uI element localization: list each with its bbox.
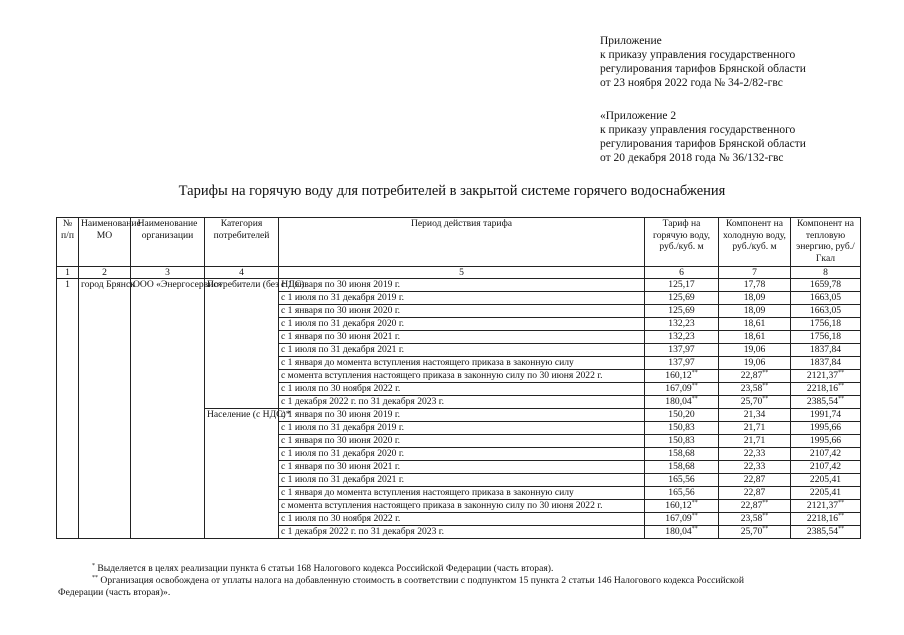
tariff-value-cell xyxy=(645,292,719,305)
heat-value: 1991,74 xyxy=(809,409,842,420)
heat-value-cell xyxy=(791,487,861,500)
cold-value: 25,70 xyxy=(740,396,763,407)
cold-value-cell xyxy=(719,500,791,513)
heat-value: 1837,84 xyxy=(809,357,842,368)
heat-value: 1659,78 xyxy=(809,279,842,290)
column-number: 6 xyxy=(645,267,719,279)
column-header: Наименование организации xyxy=(131,218,205,267)
heat-value: 2107,42 xyxy=(809,461,842,472)
heat-value: 1663,05 xyxy=(809,292,842,303)
cold-value: 23,58 xyxy=(740,383,763,394)
cold-value-cell xyxy=(719,331,791,344)
table-header-row xyxy=(57,218,861,267)
heat-value-cell xyxy=(791,344,861,357)
heat-value-cell xyxy=(791,474,861,487)
cold-value: 22,87 xyxy=(740,500,763,511)
heat-value: 2385,54 xyxy=(806,526,839,537)
footnote-mark: ** xyxy=(691,526,698,532)
heat-value-cell xyxy=(791,396,861,409)
tariff-value-cell xyxy=(645,279,719,292)
heat-value-cell xyxy=(791,318,861,331)
cold-value: 21,71 xyxy=(743,435,766,446)
tariff-value-cell xyxy=(645,474,719,487)
tariff-value: 158,68 xyxy=(668,448,695,459)
period-cell: с 1 июля по 30 ноября 2022 г. xyxy=(279,383,645,396)
cold-value: 19,06 xyxy=(743,357,766,368)
column-number: 1 xyxy=(57,267,79,279)
heat-value: 1837,84 xyxy=(809,344,842,355)
cold-value: 22,87 xyxy=(743,474,766,485)
period-cell: с 1 июля по 31 декабря 2021 г. xyxy=(279,344,645,357)
heat-value-cell xyxy=(791,305,861,318)
tariff-value: 160,12 xyxy=(665,500,692,511)
footnote-mark: ** xyxy=(762,513,769,519)
tariff-value: 180,04 xyxy=(665,396,692,407)
heat-value-cell xyxy=(791,357,861,370)
header-block-order xyxy=(600,34,806,90)
cold-value-cell xyxy=(719,422,791,435)
column-header: Компонент на холодную воду, руб./куб. м xyxy=(719,218,791,267)
cold-value: 22,33 xyxy=(743,461,766,472)
heat-value-cell xyxy=(791,331,861,344)
cold-value: 21,34 xyxy=(743,409,766,420)
heat-value: 2121,37 xyxy=(806,500,839,511)
cold-value: 18,09 xyxy=(743,305,766,316)
heat-value: 2218,16 xyxy=(806,513,839,524)
cold-value: 22,87 xyxy=(743,487,766,498)
period-cell: с момента вступления настоящего приказа в законную силу по 30 июня 2022 г. xyxy=(279,370,645,383)
tariff-value-cell xyxy=(645,305,719,318)
header-line: регулирования тарифов Брянской области xyxy=(600,63,806,75)
footnote-mark: ** xyxy=(691,500,698,506)
heat-value-cell xyxy=(791,409,861,422)
row-number-cell: 1 xyxy=(57,279,79,539)
column-header: Наименование МО xyxy=(79,218,131,267)
heat-value-cell xyxy=(791,292,861,305)
cold-value: 17,78 xyxy=(743,279,766,290)
heat-value-cell xyxy=(791,500,861,513)
footnote-mark: ** xyxy=(691,383,698,389)
footnote-mark: ** xyxy=(691,396,698,402)
heat-value-cell xyxy=(791,448,861,461)
heat-value: 2385,54 xyxy=(806,396,839,407)
cold-value: 22,33 xyxy=(743,448,766,459)
heat-value: 2205,41 xyxy=(809,474,842,485)
tariff-value: 137,97 xyxy=(668,357,695,368)
column-number: 3 xyxy=(131,267,205,279)
period-cell: с 1 января до момента вступления настоящего приказа в законную силу xyxy=(279,487,645,500)
consumer-category-cell: Население (с НДС)* xyxy=(205,409,279,539)
footnote-vat-exemption: ** Организация освобождена от уплаты налога на добавленную стоимость в соответствии с подпунктом 15 пункта 2 статьи 146 Налогового кодекса Российской xyxy=(92,575,744,586)
footnote-mark: ** xyxy=(838,500,845,506)
footnote-mark: ** xyxy=(691,370,698,376)
header-line: регулирования тарифов Брянской области xyxy=(600,138,806,150)
tariff-value: 132,23 xyxy=(668,331,695,342)
column-number: 7 xyxy=(719,267,791,279)
cold-value: 18,61 xyxy=(743,318,766,329)
heat-value: 1995,66 xyxy=(809,435,842,446)
column-header: Категория потребителей xyxy=(205,218,279,267)
cold-value: 23,58 xyxy=(740,513,763,524)
heat-value: 2205,41 xyxy=(809,487,842,498)
period-cell: с 1 июля по 30 ноября 2022 г. xyxy=(279,513,645,526)
tariff-value-cell xyxy=(645,370,719,383)
heat-value-cell xyxy=(791,422,861,435)
heat-value-cell xyxy=(791,513,861,526)
organization-cell: ООО «Энергосервис» xyxy=(131,279,205,539)
cold-value-cell xyxy=(719,305,791,318)
tariff-value-cell xyxy=(645,500,719,513)
period-cell: с 1 января по 30 июня 2019 г. xyxy=(279,279,645,292)
cold-value: 19,06 xyxy=(743,344,766,355)
heat-value: 2107,42 xyxy=(809,448,842,459)
consumer-category-cell: Потребители (без НДС) xyxy=(205,279,279,409)
column-header: Тариф на горячую воду, руб./куб. м xyxy=(645,218,719,267)
period-cell: с 1 июля по 31 декабря 2020 г. xyxy=(279,318,645,331)
tariff-value-cell xyxy=(645,318,719,331)
cold-value: 21,71 xyxy=(743,422,766,433)
tariff-value: 150,83 xyxy=(668,422,695,433)
table-column-numbers-row xyxy=(57,267,861,279)
tariff-table xyxy=(56,217,861,539)
footnote-mark: ** xyxy=(92,575,98,581)
cold-value-cell xyxy=(719,513,791,526)
tariff-value-cell xyxy=(645,487,719,500)
column-header: Компонент на тепловую энергию, руб./Гкал xyxy=(791,218,861,267)
column-number: 5 xyxy=(279,267,645,279)
period-cell: с 1 июля по 31 декабря 2019 г. xyxy=(279,422,645,435)
period-cell: с 1 января по 30 июня 2021 г. xyxy=(279,461,645,474)
period-cell: с 1 января по 30 июня 2020 г. xyxy=(279,305,645,318)
cold-value: 22,87 xyxy=(740,370,763,381)
cold-value-cell xyxy=(719,409,791,422)
cold-value-cell xyxy=(719,357,791,370)
header-line: к приказу управления государственного xyxy=(600,49,796,61)
header-line: от 20 декабря 2018 года № 36/132-гвс xyxy=(600,152,784,164)
period-cell: с 1 июля по 31 декабря 2021 г. xyxy=(279,474,645,487)
heat-value-cell xyxy=(791,383,861,396)
tariff-value: 125,17 xyxy=(668,279,695,290)
tariff-value-cell xyxy=(645,344,719,357)
column-header: Период действия тарифа xyxy=(279,218,645,267)
tariff-value-cell xyxy=(645,357,719,370)
table-body xyxy=(57,279,861,539)
municipality-cell: город Брянск xyxy=(79,279,131,539)
heat-value: 1663,05 xyxy=(809,305,842,316)
heat-value: 1756,18 xyxy=(809,331,842,342)
heat-value: 2121,37 xyxy=(806,370,839,381)
tariff-value-cell xyxy=(645,383,719,396)
tariff-value: 125,69 xyxy=(668,292,695,303)
document-title: Тарифы на горячую воду для потребителей в закрытой системе горячего водоснабжения xyxy=(178,183,726,199)
header-line: от 23 ноября 2022 года № 34-2/82-гвс xyxy=(600,77,783,89)
cold-value-cell xyxy=(719,461,791,474)
period-cell: с 1 января по 30 июня 2021 г. xyxy=(279,331,645,344)
tariff-value-cell xyxy=(645,513,719,526)
tariff-value: 165,56 xyxy=(668,487,695,498)
footnote-mark: ** xyxy=(691,513,698,519)
cold-value-cell xyxy=(719,344,791,357)
tariff-value: 137,97 xyxy=(668,344,695,355)
tariff-value-cell xyxy=(645,461,719,474)
cold-value-cell xyxy=(719,448,791,461)
cold-value-cell xyxy=(719,435,791,448)
cold-value-cell xyxy=(719,487,791,500)
tariff-value-cell xyxy=(645,422,719,435)
footnote-mark: ** xyxy=(762,500,769,506)
footnote-vat-allocation: * Выделяется в целях реализации пункта 6 статьи 168 Налогового кодекса Российской Федерации (часть вторая). xyxy=(92,563,554,574)
column-header: № п/п xyxy=(57,218,79,267)
heat-value: 2218,16 xyxy=(806,383,839,394)
cold-value: 18,61 xyxy=(743,331,766,342)
tariff-value: 158,68 xyxy=(668,461,695,472)
period-cell: с 1 января по 30 июня 2019 г. xyxy=(279,409,645,422)
cold-value-cell xyxy=(719,318,791,331)
table-row xyxy=(57,279,861,292)
footnote-mark: ** xyxy=(762,396,769,402)
footnote-mark: ** xyxy=(838,370,845,376)
header-block-annex xyxy=(600,109,806,165)
period-cell: с 1 июля по 31 декабря 2019 г. xyxy=(279,292,645,305)
tariff-value: 132,23 xyxy=(668,318,695,329)
header-line: Приложение xyxy=(600,35,662,47)
column-number: 8 xyxy=(791,267,861,279)
footnote-mark: * xyxy=(92,563,95,569)
header-line: «Приложение 2 xyxy=(600,110,677,122)
period-cell: с 1 января до момента вступления настоящего приказа в законную силу xyxy=(279,357,645,370)
tariff-value: 160,12 xyxy=(665,370,692,381)
tariff-value: 150,20 xyxy=(668,409,695,420)
heat-value: 1756,18 xyxy=(809,318,842,329)
heat-value: 1995,66 xyxy=(809,422,842,433)
tariff-value: 165,56 xyxy=(668,474,695,485)
cold-value-cell xyxy=(719,292,791,305)
heat-value-cell xyxy=(791,526,861,539)
column-number: 2 xyxy=(79,267,131,279)
footnote-vat-exemption-continued: Федерации (часть вторая)». xyxy=(58,587,171,598)
column-number: 4 xyxy=(205,267,279,279)
cold-value-cell xyxy=(719,474,791,487)
tariff-value: 167,09 xyxy=(665,513,692,524)
cold-value-cell xyxy=(719,396,791,409)
tariff-value: 150,83 xyxy=(668,435,695,446)
tariff-value-cell xyxy=(645,435,719,448)
heat-value-cell xyxy=(791,279,861,292)
footnote-mark: ** xyxy=(762,370,769,376)
cold-value-cell xyxy=(719,383,791,396)
cold-value-cell xyxy=(719,370,791,383)
period-cell: с момента вступления настоящего приказа в законную силу по 30 июня 2022 г. xyxy=(279,500,645,513)
header-line: к приказу управления государственного xyxy=(600,124,796,136)
cold-value: 25,70 xyxy=(740,526,763,537)
cold-value-cell xyxy=(719,526,791,539)
period-cell: с 1 декабря 2022 г. по 31 декабря 2023 г. xyxy=(279,526,645,539)
tariff-value-cell xyxy=(645,409,719,422)
heat-value-cell xyxy=(791,370,861,383)
tariff-value: 167,09 xyxy=(665,383,692,394)
cold-value: 18,09 xyxy=(743,292,766,303)
cold-value-cell xyxy=(719,279,791,292)
footnote-mark: ** xyxy=(762,383,769,389)
footnote-mark: ** xyxy=(838,513,845,519)
tariff-value-cell xyxy=(645,526,719,539)
footnote-mark: ** xyxy=(838,383,845,389)
period-cell: с 1 декабря 2022 г. по 31 декабря 2023 г. xyxy=(279,396,645,409)
tariff-value-cell xyxy=(645,396,719,409)
footnote-mark: ** xyxy=(762,526,769,532)
tariff-value: 180,04 xyxy=(665,526,692,537)
tariff-value-cell xyxy=(645,448,719,461)
heat-value-cell xyxy=(791,461,861,474)
period-cell: с 1 января по 30 июня 2020 г. xyxy=(279,435,645,448)
tariff-value: 125,69 xyxy=(668,305,695,316)
heat-value-cell xyxy=(791,435,861,448)
footnote-mark: ** xyxy=(838,396,845,402)
period-cell: с 1 июля по 31 декабря 2020 г. xyxy=(279,448,645,461)
tariff-value-cell xyxy=(645,331,719,344)
footnote-mark: ** xyxy=(838,526,845,532)
